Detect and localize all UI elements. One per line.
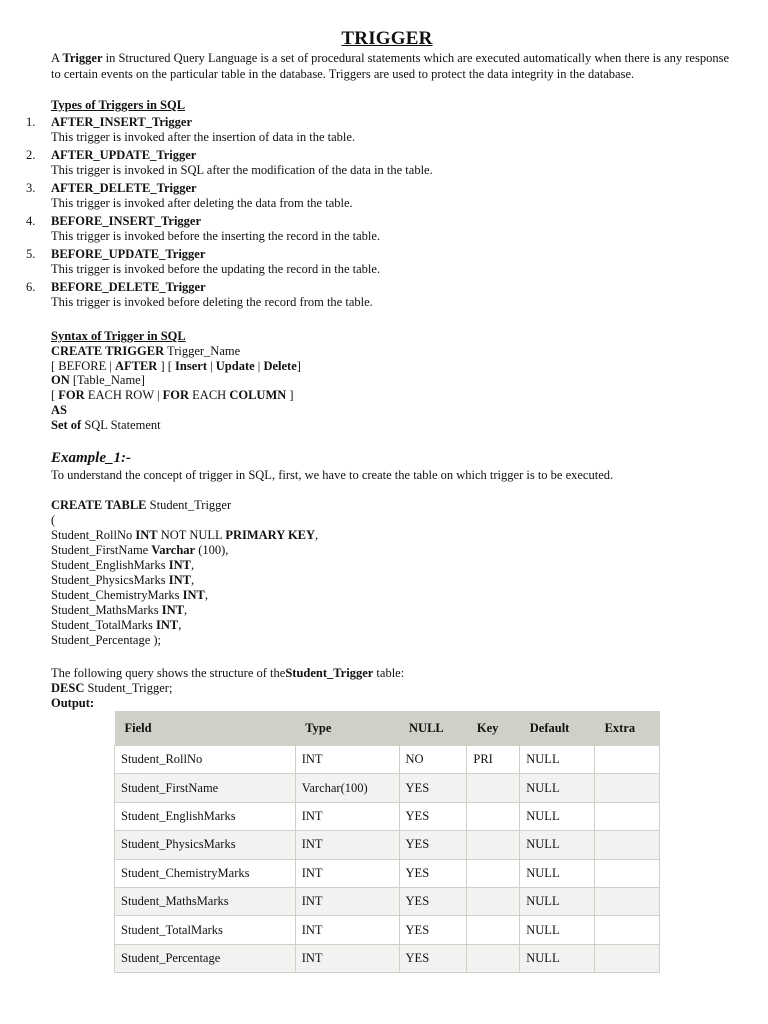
table-row	[115, 831, 660, 859]
column-definition-line	[51, 558, 318, 573]
trigger-type-name: AFTER_INSERT_Trigger	[51, 115, 192, 129]
sql-text: (100),	[195, 543, 229, 557]
sql-keyword: INT	[156, 618, 179, 632]
sql-keyword: INT	[168, 558, 191, 572]
sql-text: NOT NULL	[157, 528, 226, 542]
table-cell	[595, 859, 660, 887]
list-number: 2.	[26, 148, 36, 162]
syntax-text: ]	[286, 388, 294, 403]
table-row	[115, 916, 660, 944]
table-cell	[595, 916, 660, 944]
sql-keyword: CREATE TABLE	[51, 498, 147, 512]
trigger-type-item	[0, 115, 768, 148]
create-table-open-paren: (	[51, 513, 56, 527]
syntax-text: |	[254, 358, 264, 373]
table-row	[115, 746, 660, 774]
table-cell: NULL	[520, 887, 595, 915]
list-number: 6.	[26, 280, 36, 294]
table-cell: INT	[295, 944, 399, 972]
table-cell: INT	[295, 887, 399, 915]
table-cell: YES	[399, 944, 467, 972]
syntax-text: ] [	[157, 358, 176, 373]
sql-keyword: INT	[135, 528, 158, 542]
table-header-cell: Extra	[595, 711, 660, 746]
syntax-keyword: Delete	[263, 358, 297, 373]
table-cell	[595, 831, 660, 859]
table-cell: Student_TotalMarks	[115, 916, 296, 944]
query-table-name: Student_Trigger	[285, 666, 374, 680]
table-cell: Varchar(100)	[295, 774, 399, 802]
table-cell	[467, 831, 520, 859]
column-definition-line	[51, 633, 318, 648]
sql-keyword: INT	[182, 588, 205, 602]
table-row	[115, 802, 660, 830]
trigger-type-description: This trigger is invoked before the updating the record in the table.	[51, 262, 381, 276]
trigger-type-description: This trigger is invoked in SQL after the modification of the data in the table.	[51, 163, 433, 177]
table-cell: NULL	[520, 916, 595, 944]
syntax-section	[51, 329, 301, 433]
table-header-row	[115, 711, 660, 746]
table-cell	[467, 887, 520, 915]
list-number: 4.	[26, 214, 36, 228]
table-cell: Student_PhysicsMarks	[115, 831, 296, 859]
trigger-type-description: This trigger is invoked after the insertion of data in the table.	[51, 130, 356, 144]
syntax-keyword: Set of	[51, 417, 82, 432]
syntax-line-5	[51, 403, 301, 418]
table-cell: YES	[399, 774, 467, 802]
sql-keyword: PRIMARY KEY	[225, 528, 316, 542]
output-label-text: Output:	[51, 696, 95, 710]
syntax-keyword: COLUMN	[229, 388, 287, 403]
syntax-text: ]	[296, 358, 301, 373]
query-intro-line	[51, 666, 404, 681]
sql-text: Student_Trigger	[146, 498, 232, 512]
sql-keyword: Varchar	[151, 543, 196, 557]
trigger-type-item	[0, 148, 768, 181]
trigger-type-name: AFTER_DELETE_Trigger	[51, 181, 197, 195]
example-title: Example_1:-	[51, 450, 131, 466]
table-cell: NULL	[520, 746, 595, 774]
sql-text: Student_TotalMarks	[51, 618, 157, 632]
table-cell: NULL	[520, 859, 595, 887]
table-cell: YES	[399, 887, 467, 915]
sql-text: Student_PhysicsMarks	[51, 573, 169, 587]
syntax-text: |	[207, 358, 216, 373]
table-row	[115, 774, 660, 802]
sql-text: Student_MathsMarks	[51, 603, 162, 617]
syntax-text: SQL Statement	[81, 417, 161, 432]
table-cell: NULL	[520, 944, 595, 972]
sql-text: ,	[178, 618, 182, 632]
table-cell: INT	[295, 802, 399, 830]
syntax-text: [ BEFORE |	[51, 358, 115, 373]
syntax-keyword: CREATE TRIGGER	[51, 343, 165, 358]
syntax-text: [Table_Name]	[69, 373, 145, 388]
table-header-cell: Key	[467, 711, 520, 746]
query-text: table:	[373, 666, 405, 680]
sql-keyword: INT	[161, 603, 184, 617]
page-title: TRIGGER	[341, 28, 433, 49]
table-cell	[467, 859, 520, 887]
list-number: 3.	[26, 181, 36, 195]
table-row	[115, 887, 660, 915]
table-cell: Student_EnglishMarks	[115, 802, 296, 830]
table-cell: YES	[399, 916, 467, 944]
syntax-line-6	[51, 418, 301, 433]
syntax-keyword: FOR	[58, 388, 85, 403]
trigger-type-description: This trigger is invoked after deleting the data from the table.	[51, 196, 353, 210]
sql-text: Student_Percentage );	[51, 633, 162, 647]
table-cell	[595, 802, 660, 830]
table-cell: INT	[295, 746, 399, 774]
sql-text: Student_FirstName	[51, 543, 152, 557]
table-cell: Student_MathsMarks	[115, 887, 296, 915]
syntax-keyword: AFTER	[114, 358, 158, 373]
table-cell	[595, 774, 660, 802]
syntax-line-3	[51, 373, 301, 388]
trigger-type-item	[0, 280, 768, 313]
table-cell: NULL	[520, 802, 595, 830]
create-table-columns	[51, 528, 318, 648]
desc-statement	[51, 681, 404, 696]
intro-rest: in Structured Query Language is a set of procedural statements which are executed automatically when there is any response to certain events on the particular table in the database. Triggers are used to protect the data integrity in the database.	[51, 51, 730, 81]
create-table-head	[51, 498, 318, 513]
table-cell: Student_RollNo	[115, 746, 296, 774]
table-cell: INT	[295, 859, 399, 887]
table-row	[115, 859, 660, 887]
table-header-cell: Field	[115, 711, 296, 746]
syntax-line-1	[51, 344, 301, 359]
trigger-type-name: BEFORE_INSERT_Trigger	[51, 214, 202, 228]
table-cell: PRI	[467, 746, 520, 774]
syntax-keyword: Update	[215, 358, 255, 373]
trigger-type-name: BEFORE_DELETE_Trigger	[51, 280, 206, 294]
table-cell: YES	[399, 859, 467, 887]
sql-keyword: DESC	[51, 681, 85, 695]
column-definition-line	[51, 528, 318, 543]
table-cell	[467, 944, 520, 972]
table-header-cell: Type	[295, 711, 399, 746]
table-cell: Student_FirstName	[115, 774, 296, 802]
syntax-line-4	[51, 388, 301, 403]
syntax-text: EACH	[189, 388, 230, 403]
types-heading: Types of Triggers in SQL	[51, 98, 186, 112]
table-cell: Student_ChemistryMarks	[115, 859, 296, 887]
intro-bold-term: Trigger	[62, 51, 103, 65]
syntax-text: EACH ROW |	[84, 388, 163, 403]
table-cell	[595, 944, 660, 972]
sql-text: ,	[190, 558, 195, 572]
output-table	[114, 711, 660, 973]
trigger-type-description: This trigger is invoked before deleting the record from the table.	[51, 295, 373, 309]
table-header-cell: NULL	[399, 711, 467, 746]
table-body	[115, 746, 660, 973]
table-cell: INT	[295, 831, 399, 859]
column-definition-line	[51, 603, 318, 618]
syntax-text: Trigger_Name	[164, 343, 241, 358]
table-header-cell: Default	[520, 711, 595, 746]
sql-text: Student_ChemistryMarks	[51, 588, 183, 602]
query-text: The following query shows the structure of the	[51, 666, 286, 680]
table-cell: YES	[399, 831, 467, 859]
trigger-type-item	[0, 214, 768, 247]
sql-text: ,	[190, 573, 195, 587]
syntax-line-2	[51, 359, 301, 374]
sql-text: Student_RollNo	[51, 528, 136, 542]
sql-text: Student_Trigger;	[84, 681, 173, 695]
syntax-keyword: ON	[51, 373, 70, 388]
table-cell	[467, 802, 520, 830]
intro-paragraph	[51, 50, 741, 82]
create-table-code	[51, 498, 318, 648]
table-cell	[595, 746, 660, 774]
table-cell: NO	[399, 746, 467, 774]
sql-text: ,	[204, 588, 208, 602]
syntax-keyword: Insert	[175, 358, 207, 373]
column-definition-line	[51, 573, 318, 588]
syntax-text: [	[51, 388, 59, 403]
query-section	[51, 666, 404, 711]
output-label	[51, 696, 404, 711]
table-cell	[467, 916, 520, 944]
trigger-type-name: AFTER_UPDATE_Trigger	[51, 148, 197, 162]
trigger-type-name: BEFORE_UPDATE_Trigger	[51, 247, 206, 261]
trigger-type-item	[0, 181, 768, 214]
sql-keyword: INT	[168, 573, 191, 587]
column-definition-line	[51, 543, 318, 558]
list-number: 5.	[26, 247, 36, 261]
table-cell: Student_Percentage	[115, 944, 296, 972]
trigger-type-item	[0, 247, 768, 280]
table-cell	[467, 774, 520, 802]
trigger-type-description: This trigger is invoked before the inserting the record in the table.	[51, 229, 381, 243]
syntax-heading: Syntax of Trigger in SQL	[51, 329, 186, 343]
table-cell: NULL	[520, 774, 595, 802]
list-number: 1.	[26, 115, 36, 129]
intro-prefix: A	[51, 51, 63, 65]
sql-text: ,	[184, 603, 188, 617]
syntax-keyword: FOR	[162, 388, 190, 403]
syntax-keyword: AS	[51, 402, 67, 417]
table-cell: NULL	[520, 831, 595, 859]
table-cell: YES	[399, 802, 467, 830]
example-description: To understand the concept of trigger in SQL, first, we have to create the table on which trigger is to be executed.	[51, 468, 614, 482]
column-definition-line	[51, 588, 318, 603]
table-row	[115, 944, 660, 972]
column-definition-line	[51, 618, 318, 633]
table-cell: INT	[295, 916, 399, 944]
sql-text: ,	[315, 528, 319, 542]
table-cell	[595, 887, 660, 915]
sql-text: Student_EnglishMarks	[51, 558, 169, 572]
